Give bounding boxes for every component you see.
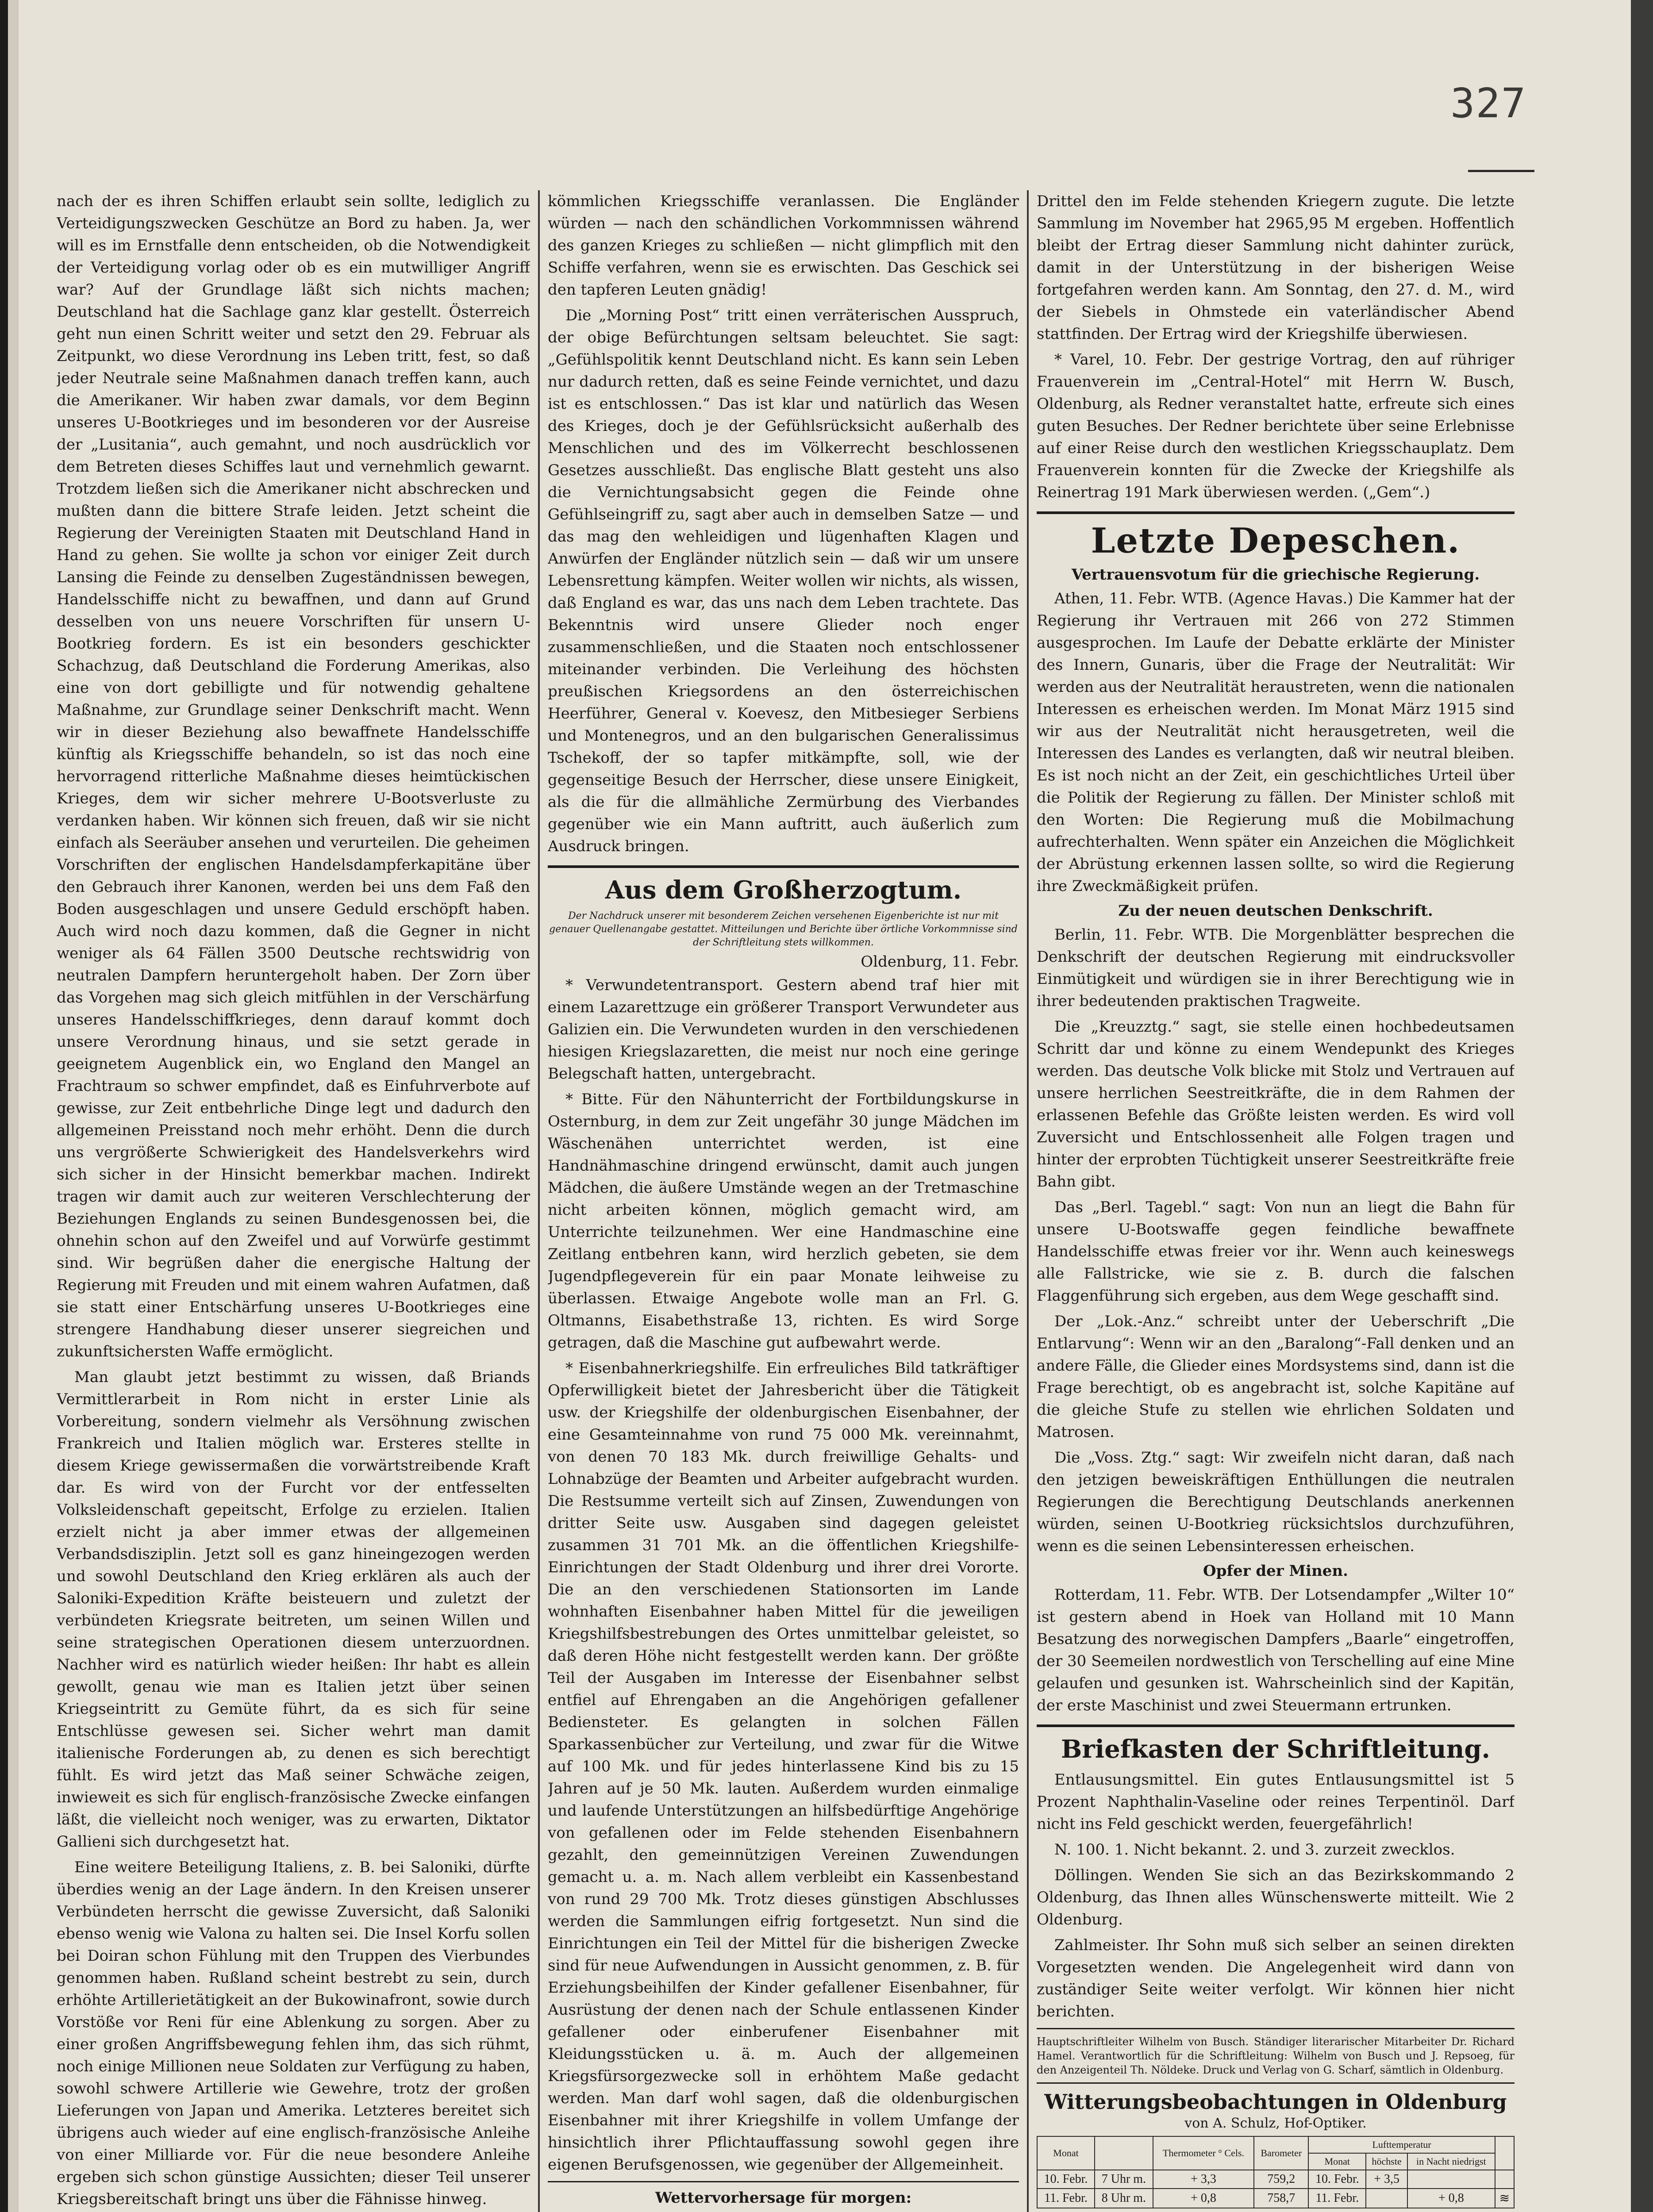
section-title-grossherzogtum: Aus dem Großherzogtum. <box>605 876 962 905</box>
section-rule <box>1037 511 1515 514</box>
table-row <box>1037 2189 1514 2208</box>
table-cell: 8 Uhr m. <box>1095 2189 1153 2208</box>
column-rule <box>1027 190 1029 2212</box>
table-header-row <box>1037 2136 1514 2153</box>
binding-strip <box>8 0 19 2212</box>
dispatch-paragraph: Berlin, 11. Febr. WTB. Die Morgenblätter besprechen die Denkschrift der deutschen Regierung mit eindrucksvoller Einmütigkeit und würdigen sie in ihrer Berechtigung wie in ihrer bedeutenden praktischen Tragweite. <box>1037 926 1515 1010</box>
column-3 <box>1037 190 1515 2212</box>
section-title-depeschen: Letzte Depeschen. <box>1091 521 1461 561</box>
top-rule <box>1468 170 1534 172</box>
table-cell: 10. Febr. <box>1037 2170 1095 2189</box>
table-cell: + 3,3 <box>1153 2170 1254 2189</box>
table-header-cell: Barometer <box>1254 2136 1308 2170</box>
section-rule <box>1037 2082 1515 2084</box>
article-paragraph: Man glaubt jetzt bestimmt zu wissen, daß Briands Vermittlerarbeit in Rom nicht in erster Linie als Vorbereitung, sondern vielmehr als Versöhnung zwischen Frankreich und Italien möglich war. Ersteres stellte in diesem Kriege gewissermaßen die vorwärtstreibende Kraft dar. Es wird von der Furcht vor der entfesselten Volksleidenschaft gepeitscht, Erfolge zu erzielen. Italien erzielt nicht ja aber immer etwas der allgemeinen Verbandsdisziplin. Jetzt soll es ganz hineingezogen werden und sowohl Deutschland den Krieg erklären als auch der Saloniki-Expedition Kräfte beisteuern und zuletzt der verbündeten Kriegsrate beitreten, um seinen Willen und seine strategischen Operationen diesem unterzuordnen. Nachher wird es natürlich wieder heißen: Ihr habt es allein gewollt, genau wie man es Italien jetzt über seinen Kriegseintritt zu Gemüte führt, da es sich für seine Entschlüsse gewesen sei. Sicher wehrt man damit italienische Forderungen ab, zu denen es sich berechtigt fühlt. Es wird jetzt das Maß seiner Schwäche zeigen, inwieweit es sich für englisch-französische Zwecke einfangen läßt, die vielleicht noch weniger, was zu erwarten, Diktator Gallieni sich durchgesetzt hat. <box>57 1368 530 1851</box>
table-cell: 759,2 <box>1254 2170 1308 2189</box>
table-cell: 11. Febr. <box>1308 2189 1366 2208</box>
dispatch-subhead: Vertrauensvotum für die griechische Regierung. <box>1071 566 1480 584</box>
table-cell <box>1495 2170 1514 2189</box>
letterbox-item: Entlausungsmittel. Ein gutes Entlausungsmittel ist 5 Prozent Naphthalin-Vaseline oder reines Terpentinöl. Darf nicht ins Feld geschickt werden, feuergefährlich! <box>1037 1771 1515 1833</box>
newspaper-page <box>8 0 1631 2212</box>
table-header-cell: höchste <box>1366 2153 1407 2170</box>
section-title-briefkasten: Briefkasten der Schriftleitung. <box>1061 1735 1491 1764</box>
dispatch-paragraph: Die „Kreuzztg.“ sagt, sie stelle einen hochbedeutsamen Schritt dar und könne zu einem Wendepunkt des Krieges werden. Das deutsche Volk blicke mit Stolz und Vertrauen auf unsere herrlichen Seestreitkräfte, die in dem Rahmen der erlassenen Befehle das Größte leisten werden. Es wird voll Zuversicht und Entschlossenheit alle Folgen tragen und hinter der erprobten Tüchtigkeit unserer Seestreitkräfte freie Bahn gibt. <box>1037 1018 1515 1190</box>
dispatch-paragraph: Die „Voss. Ztg.“ sagt: Wir zweifeln nicht daran, daß nach den jetzigen beweiskräftigen Enthüllungen die neutralen Regierungen die Berechtigung Deutschlands anerkennen würden, seinen U-Bootkrieg rücksichtslos durchzuführen, wenn es die seinen Lebensinteressen erheischen. <box>1037 1449 1515 1555</box>
article-paragraph: nach der es ihren Schiffen erlaubt sein sollte, lediglich zu Verteidigungszwecken Geschütze an Bord zu haben. Ja, wer will es im Ernstfalle denn entscheiden, ob die Notwendigkeit der Verteidigung vorlag oder ob es ein mutwilliger Angriff war? Auf der Grundlage läßt sich nichts machen; Deutschland hat die Sachlage ganz klar gestellt. Österreich geht nun einen Schritt weiter und setzt den 29. Februar als Zeitpunkt, wo diese Verordnung ins Leben tritt, fest, so daß jeder Neutrale seine Maßnahmen danach treffen kann, auch die Amerikaner. Wir haben zwar damals, vor dem Beginn unseres U-Bootkrieges und im besonderen vor der Ausreise der „Lusitania“, auch gemahnt, und noch ausdrücklich vor dem Betreten dieses Schiffes laut und vernehmlich gewarnt. Trotzdem ließen sich die Amerikaner nicht abschrecken und mußten dann die bittere Strafe leiden. Jetzt scheint die Regierung der Vereinigten Staaten mit Deutschland Hand in Hand zu gehen. Sie wollte ja schon vor einiger Zeit durch Lansing die Feinde zu denselben Zugeständnissen bewegen, Handelsschiffe nicht zu bewaffnen, und dann auf Grund desselben von uns neuere Vorschriften für unsern U-Bootkrieg fordern. Es ist ein besonders geschickter Schachzug, daß Deutschland die Forderung Amerikas, also eine von dort gebilligte und für notwendig gehaltene Maßnahme, zur Grundlage seiner Denkschrift macht. Wenn wir in dieser Beziehung also bewaffnete Handelsschiffe künftig als Kriegsschiffe behandeln, so ist das noch eine hervorragend ritterliche Maßnahme dieses heimtückischen Krieges, dem wir sicher mehrere U-Bootsverluste zu verdanken haben. Wir können sich freuen, daß wir sie nicht einfach als Seeräuber ansehen und verurteilen. Die geheimen Vorschriften der englischen Handelsdampferkapitäne über den Gebrauch ihrer Kanonen, werden bei uns dem Faß den Boden ausgeschlagen und unsere Geduld erschöpft haben. Auch wird noch dazu kommen, daß die Gegner in nicht weniger als 64 Fällen 3500 Deutsche rechtswidrig von neutralen Dampfern heruntergeholt haben. Der Zorn über das Vorgehen mag sich gleich mitfühlen in der Verschärfung unseres Handelsschiffkrieges, denn darauf kommt doch unsere Verordnung hinaus, und sie setzt gerade in geeignetem Augenblick ein, wo England den Mangel an Frachtraum so schwer empfindet, daß es Einfuhrverbote auf gewisse, zur Zeit entbehrliche Dinge legt und dadurch den allgemeinen Preisstand noch mehr erhöht. Denn die durch uns vergrößerte Schwierigkeit des Handelsverkehrs wird sich sicher in der Hinsicht bemerkbar machen. Indirekt tragen wir damit auch zur weiteren Verschlechterung der Beziehungen Englands zu seinen Bundesgenossen bei, die ohnehin schon auf den Zweifel und auf Vorwürfe gestimmt sind. Wir begrüßen daher die energische Haltung der Regierung mit Freuden und mit einem wahren Aufatmen, daß sie statt einer Entschärfung unseres U-Bootkrieges eine strengere Handhabung dieser unserer siegreichen und zukunftsichersten Waffe ermöglicht. <box>57 192 530 1360</box>
letterbox-item: Zahlmeister. Ihr Sohn muß sich selber an seinen direkten Vorgesetzten wenden. Die Angelegenheit wird dann von zuständiger Seite weiter verfolgt. Wir können hier nicht berichten. <box>1037 1936 1515 2020</box>
table-cell <box>1366 2189 1407 2208</box>
scan-edge <box>0 0 8 2212</box>
imprint: Hauptschriftleiter Wilhelm von Busch. Ständiger literarischer Mitarbeiter Dr. Richard Hamel. Verantwortlich für die Schriftleitung: Wilhelm von Busch und J. Repsoeg, für den Anzeigenteil Th. Nöldeke. Druck und Verlag von G. Scharf, sämtlich in Oldenburg. <box>1037 2035 1515 2076</box>
dispatch-subhead: Opfer der Minen. <box>1203 1562 1348 1580</box>
dispatch-subhead: Zu der neuen deutschen Denkschrift. <box>1118 902 1433 920</box>
table-cell <box>1407 2170 1495 2189</box>
dispatch-paragraph: Rotterdam, 11. Febr. WTB. Der Lotsendampfer „Wilter 10“ ist gestern abend in Hoek van Holland mit 10 Mann Besatzung des norwegischen Dampfers „Baarle“ eingetroffen, der 30 Seemeilen nordwestlich von Terschelling auf eine Mine gelaufen und gesunken ist. Wahrscheinlich sind der Kapitän, der erste Maschinist und zwei Steuermann ertrunken. <box>1037 1586 1515 1714</box>
table-header-cell: Monat <box>1308 2153 1366 2170</box>
dispatch-paragraph: Der „Lok.-Anz.“ schreibt unter der Ueberschrift „Die Entlarvung“: Wenn wir an den „Baralong“-Fall denken und an andere Fälle, die Glieder eines Mordsystems sind, dann ist die Frage berechtigt, ob es angebracht ist, solche Kapitäne auf die gleiche Stufe zu stellen wie ehrlichen Soldaten und Matrosen. <box>1037 1313 1515 1441</box>
table-header-cell: Thermometer ° Cels. <box>1153 2136 1254 2170</box>
section-rule <box>1037 2028 1515 2029</box>
weather-forecast-title: Wettervorhersage für morgen: <box>655 2189 912 2207</box>
weather-observations-title: Witterungsbeobachtungen in Oldenburg <box>1044 2090 1507 2114</box>
column-2 <box>548 190 1019 2212</box>
table-cell: 11. Febr. <box>1037 2189 1095 2208</box>
article-paragraph: Eine weitere Beteiligung Italiens, z. B. bei Saloniki, dürfte überdies wenig an der Lage ändern. In den Kreisen unserer Verbündeten herrscht die gewisse Zuversicht, daß Saloniki ebenso wenig wie Valona zu halten sei. Die Insel Korfu sollen bei Doiran schon Fühlung mit den Truppen des Vierbundes genommen haben. Rußland scheint bestrebt zu sein, durch erhöhte Artillerietätigkeit an der Bukowinafront, sowie durch Vorstöße vor Reni für eine Ablenkung zu sorgen. Aber zu einer großen Angriffsbewegung fehlen ihm, das sich rühmt, noch einige Millionen neue Soldaten zur Verfügung zu haben, sowohl schwere Artillerie wie Gewehre, trotz der großen Lieferungen von Japan und Amerika. Letzteres bereitet sich übrigens auch wieder auf eine englisch-französische Anleihe von einer Milliarde vor. Für die neue besondere Anleihe ergeben sich schon günstige Aussichten; dieser Teil unserer Kriegsbereitschaft bringt uns über die Fähnisse hinweg. <box>57 1859 530 2208</box>
news-item: * Varel, 10. Febr. Der gestrige Vortrag, den auf rühriger Frauenverein im „Central-Hotel“ mit Herrn W. Busch, Oldenburg, als Redner veranstaltet hatte, erfreute sich eines guten Besuches. Der Redner berichtete über seine Erlebnisse auf einer Reise durch den westlichen Kriegsschauplatz. Dem Frauenverein konnten für die Zwecke der Kriegshilfe als Reinertrag 191 Mark überwiesen werden. („Gem“.) <box>1037 351 1515 501</box>
table-header-cell <box>1495 2136 1514 2170</box>
table-cell: 10. Febr. <box>1308 2170 1366 2189</box>
letterbox-item: N. 100. 1. Nicht bekannt. 2. und 3. zurzeit zwecklos. <box>1054 1841 1455 1859</box>
weather-observations-subtitle: von A. Schulz, Hof-Optiker. <box>1184 2116 1367 2131</box>
reprint-note: Der Nachdruck unserer mit besonderem Zeichen versehenen Eigenberichte ist nur mit genauer Quellenangabe gestattet. Mitteilungen und Berichte über örtliche Vorkommnisse sind der Schriftleitung stets willkommen. <box>549 910 1018 948</box>
article-paragraph: Die „Morning Post“ tritt einen verräterischen Ausspruch, der obige Befürchtungen seltsam beleuchtet. Sie sagt: „Gefühlspolitik kennt Deutschland nicht. Es kann sein Leben nur dadurch retten, daß es seine Feinde vernichtet, und dazu ist es entschlossen.“ Das ist klar und natürlich das Wesen des Krieges, doch je der Gefühlsrücksicht außerhalb des Menschlichen und des im Völkerrecht beschlossenen Gesetzes ausschließt. Das englische Blatt gesteht uns also die Vernichtungsabsicht gegen die Feinde ohne Gefühlseingriff zu, sagt aber auch in demselben Satze — und das mag den wehleidigen und lügenhaften Klagen und Anwürfen der Engländer nützlich sein — daß wir um unsere Lebensrettung kämpfen. Weiter wollen wir nichts, als wissen, daß England es war, das uns nach dem Leben trachtete. Das Bekenntnis wird unsere Glieder noch enger zusammenschließen, und die Staaten noch entschlossener miteinander verbinden. Die Verleihung des höchsten preußischen Kriegsordens an den österreichischen Heerführer, General v. Koevesz, den Mitbesieger Serbiens und Montenegros, und an den bulgarischen Generalissimus Tschekoff, der so tapfer mitkämpfte, soll, wie der gegenseitige Besuch der Herrscher, diese unsere Einigkeit, als die für die allmähliche Zermürbung des Vierbandes gegenüber wie ein Mann auftritt, auch äußerlich zum Ausdruck bringen. <box>548 307 1019 855</box>
section-rule <box>548 865 1019 868</box>
news-item: Drittel den im Felde stehenden Kriegern zugute. Die letzte Sammlung im November hat 2965,95 M ergeben. Hoffentlich bleibt der Ertrag dieser Sammlung nicht dahinter zurück, damit in der Unterstützung in der bisherigen Weise fortgefahren werden kann. Am Sonntag, den 27. d. M., wird der Siebels in Ohmstede ein vaterländischer Abend stattfinden. Der Ertrag wird der Kriegshilfe überwiesen. <box>1037 192 1515 343</box>
column-rule <box>538 190 540 2212</box>
section-rule <box>548 2181 1019 2182</box>
table-header-cell: Lufttemperatur <box>1308 2136 1495 2153</box>
article-paragraph: kömmlichen Kriegsschiffe veranlassen. Die Engländer würden — nach den schändlichen Vorkommnissen während des ganzen Krieges zu schließen — nicht glimpflich mit den Schiffe verfahren, wenn sie es erwischten. Das Geschick sei den tapferen Leuten gnädig! <box>548 192 1019 299</box>
table-header-cell <box>1095 2136 1153 2170</box>
table-row <box>1037 2170 1514 2189</box>
table-cell: 7 Uhr m. <box>1095 2170 1153 2189</box>
table-cell: + 3,5 <box>1366 2170 1407 2189</box>
section-rule <box>1037 1724 1515 1727</box>
table-cell: + 0,8 <box>1407 2189 1495 2208</box>
dispatch-paragraph: Athen, 11. Febr. WTB. (Agence Havas.) Die Kammer hat der Regierung ihr Vertrauen mit 266 von 272 Stimmen ausgesprochen. Im Laufe der Debatte erklärte der Minister des Innern, Gunaris, über die Frage der Neutralität: Wir werden aus der Neutralität heraustreten, wenn die nationalen Interessen es erheischen werden. Im Monat März 1915 sind wir aus der Neutralität nicht herausgetreten, weil die Interessen des Landes es verlangten, daß wir neutral bleiben. Es ist noch nicht an der Zeit, ein geschichtliches Urteil über die Politik der Regierung zu fällen. Der Minister schloß mit den Worten: Die Regierung muß die Mobilmachung aufrechterhalten. Wenn später ein Anzeichen die Möglichkeit der Abrüstung erkennen lassen sollte, so wird die Regierung ihre Zweckmäßigkeit prüfen. <box>1037 590 1515 895</box>
dispatch-paragraph: Das „Berl. Tagebl.“ sagt: Von nun an liegt die Bahn für unsere U-Bootswaffe gegen feindliche bewaffnete Handelsschiffe etwas freier vor ihr. Wenn auch keineswegs alle Fallstricke, wie sie z. B. durch die falschen Flaggenführung sich ergeben, aus dem Wege geschafft sind. <box>1037 1198 1515 1305</box>
dateline: Oldenburg, 11. Febr. <box>861 953 1019 971</box>
news-item: * Bitte. Für den Nähunterricht der Fortbildungskurse in Osternburg, in dem zur Zeit ungefähr 30 junge Mädchen im Wäschenähen unterrichtet werden, ist eine Handnähmaschine dringend erwünscht, damit auch jungen Mädchen, die äußere Umstände wegen an der Tretmaschine nicht arbeiten können, möglich gemacht wird, am Unterrichte teilzunehmen. Wer eine Handmaschine eine Zeitlang entbehren kann, wird herzlich gebeten, sie dem Jugendpflegeverein für ein paar Monate leihweise zu überlassen. Etwaige Angebote wolle man an Frl. G. Oltmanns, Eisabethstraße 13, richten. Es wird Sorge getragen, daß die Maschine gut aufbewahrt werde. <box>548 1091 1019 1352</box>
page-number: 327 <box>1450 80 1527 127</box>
table-cell: ≋ <box>1495 2189 1514 2208</box>
letterbox-item: Döllingen. Wenden Sie sich an das Bezirkskommando 2 Oldenburg, das Ihnen alles Wünschenswerte mitteilt. Wie 2 Oldenburg. <box>1037 1866 1515 1928</box>
column-1 <box>57 190 530 2212</box>
table-cell: 758,7 <box>1254 2189 1308 2208</box>
table-cell: + 0,8 <box>1153 2189 1254 2208</box>
news-item: * Eisenbahnerkriegshilfe. Ein erfreuliches Bild tatkräftiger Opferwilligkeit bietet der Jahresbericht über die Tätigkeit usw. der Kriegshilfe der oldenburgischen Eisenbahner, der eine Gesamteinnahme von rund 75 000 Mk. vereinnahmt, von denen 70 183 Mk. durch freiwillige Gehalts- und Lohnabzüge der Beamten und Arbeiter aufgebracht wurden. Die Restsumme verteilt sich auf Zinsen, Zuwendungen von dritter Seite usw. Ausgaben sind dagegen geleistet zusammen 31 701 Mk. an die öffentlichen Kriegshilfe-Einrichtungen der Stadt Oldenburg und ihrer drei Vororte. Die an den verschiedenen Stationsorten im Lande wohnhaften Eisenbahner haben Mittel für die jeweiligen Kriegshilfsbestrebungen des Ortes unmittelbar geleistet, so daß deren Höhe nicht festgestellt werden kann. Der größte Teil der Ausgaben im Interesse der Eisenbahner selbst entfiel auf Ehrengaben an die Angehörigen gefallener Bediensteter. Es gelangten in solchen Fällen Sparkassenbücher zur Verteilung, und zwar für die Witwe auf 100 Mk. und für jedes hinterlassene Kind bis zu 15 Jahren auf je 50 Mk. lauten. Außerdem wurden einmalige und laufende Unterstützungen an hilfsbedürftige Angehörige von gefallenen oder im Felde stehenden Eisenbahnern gezahlt, den gemeinnützigen Vereinen Zuwendungen gemacht u. a. m. Nach allem verbleibt ein Kassenbestand von rund 29 700 Mk. Trotz dieses günstigen Abschlusses werden die Sammlungen eifrig fortgesetzt. Nun sind die Einrichtungen ein Teil der Mittel für die bisherigen Zwecke sind für neue Aufwendungen in Aussicht genommen, z. B. für Erziehungsbeihilfen der Kinder gefallener Eisenbahner, für Ausrüstung der denen nach der Schule entlassenen Kinder gefallener oder einberufener Eisenbahner mit Kleidungsstücken u. ä. m. Auch der allgemeinen Kriegsfürsorgezwecke soll in erhöhtem Maße gedacht werden. Man darf wohl sagen, daß die oldenburgischen Eisenbahner mit ihrer Kriegshilfe in vollem Umfange der hinsichtlich ihrer Pflichtauffassung sowohl gegen ihre eigenen Berufsgenossen, wie gegenüber der Allgemeinheit. <box>548 1359 1019 2174</box>
table-header-cell: in Nacht niedrigst <box>1407 2153 1495 2170</box>
table-header-cell: Monat <box>1037 2136 1095 2170</box>
weather-observations-table <box>1037 2136 1515 2208</box>
news-item: * Verwundetentransport. Gestern abend traf hier mit einem Lazarettzuge ein größerer Transport Verwundeter aus Galizien ein. Die Verwundeten wurden in den verschiedenen hiesigen Kriegslazaretten, die meist nur noch eine geringe Belegschaft hatten, untergebracht. <box>548 976 1019 1083</box>
